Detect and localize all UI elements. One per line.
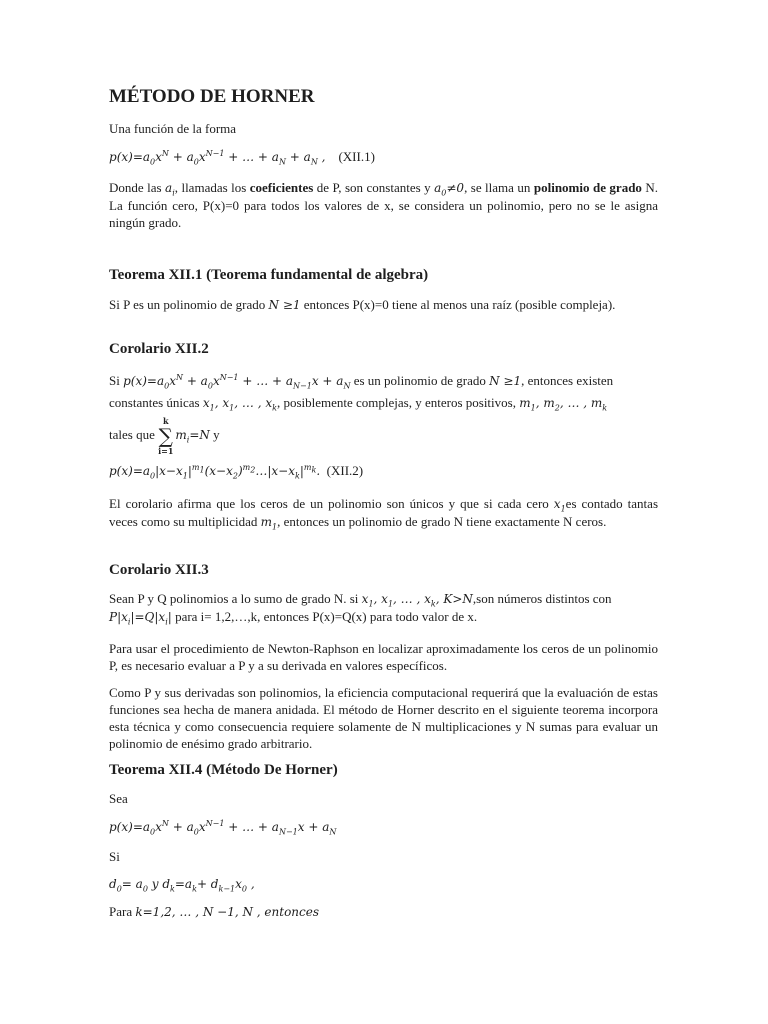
- equation-xii-2: $p(x)=a_0|x-x_1|^{m_1}(x-x_2)^{m_2}\dots|x-x_k|^{m_k}$. (XII.2): [109, 463, 364, 481]
- intro-lead: Una función de la forma: [109, 121, 237, 136]
- efficiency-paragraph: Como P y sus derivadas son polinomios, la eficiencia computacional requerirá que la evaluación de estas funciones sea hecha de manera anidada. El método de Horner descrito en el siguiente teorema incorpora esta técnica y como consecuencia requiere solamente de N multiplicaciones y N sumas para evaluar un polinomio de enésimo grado arbitrario.: [109, 685, 658, 751]
- teorema-xii-1-heading: Teorema XII.1 (Teorema fundamental de algebra): [109, 267, 429, 283]
- para-line: Para k=1,2, … , N −1, N , entonces: [109, 904, 320, 919]
- newton-raphson-paragraph: Para usar el procedimiento de Newton-Raphson en localizar aproximadamente los ceros de un polinomio P, es necesario evaluar a P y a su derivada en valores específicos.: [109, 641, 658, 673]
- corolario-xii-2-line-1: Si $p(x)=a_0x^N + a_0x^{N-1}$ + … + $a_{N-1}x + a_N$ es un polinomio de grado N ≥1, entonces existen: [109, 373, 614, 391]
- horner-recurrence: $d_0= a_0$ y $d_k=a_k+ d_{k-1}x_0$ ,: [109, 877, 255, 894]
- equation-tag: (XII.2): [326, 463, 364, 478]
- horner-polynomial: $p(x)=a_0x^N + a_0x^{N-1}$ + … + $a_{N-1}x + a_N$: [109, 819, 337, 837]
- definition-paragraph: Donde las $a_i$, llamadas los coeficientes de P, son constantes y $a_0\ne 0$, se llama un polinomio de grado N. La función cero, P(x)=0 para todos los valores de x, se considera un polinomio, pero no se le asigna ningún grado.: [109, 180, 659, 230]
- teorema-xii-4-heading: Teorema XII.4 (Método De Horner): [109, 762, 338, 778]
- sea-label: Sea: [109, 791, 128, 806]
- corolario-xii-3-heading: Corolario XII.3: [109, 562, 209, 578]
- corolario-xii-2-line-3: tales que k ∑ i=1 $m_i=N$ y: [109, 416, 220, 456]
- corolario-xii-2-paragraph: El corolario afirma que los ceros de un polinomio son únicos y que si cada cero $x_1es$ contado tantas veces como su multiplicidad $m_1$, entonces un polinomio de grado N tiene exactamente N ceros.: [109, 496, 658, 532]
- equation-tag: (XII.1): [338, 149, 375, 164]
- corolario-xii-3-text: Sean P y Q polinomios a lo sumo de grado N. si $x_1$, $x_1$, … , $x_k$, K>N,son números distintos con $P|x_i|=Q|x_i|$ para i= 1,2,…,k, entonces P(x)=Q(x) para todo valor de x.: [109, 591, 612, 627]
- teorema-xii-1-text: Si P es un polinomio de grado N ≥1 entonces P(x)=0 tiene al menos una raíz (posible compleja).: [109, 297, 616, 312]
- equation-xii-1: $p(x)=a_0x^N + a_0x^{N-1}$ + … + $a_N + a_N$ , (XII.1): [109, 149, 375, 167]
- corolario-xii-2-heading: Corolario XII.2: [109, 341, 209, 357]
- summation-symbol: k ∑ i=1: [158, 416, 174, 456]
- corolario-xii-2-line-2: constantes únicas $x_1$, $x_1$, … , $x_k$, posiblemente complejas, y enteros positivos, $m_1$, $m_2$, … , $m_k$: [109, 395, 608, 413]
- si-label: Si: [109, 849, 120, 864]
- page-title: MÉTODO DE HORNER: [109, 86, 315, 107]
